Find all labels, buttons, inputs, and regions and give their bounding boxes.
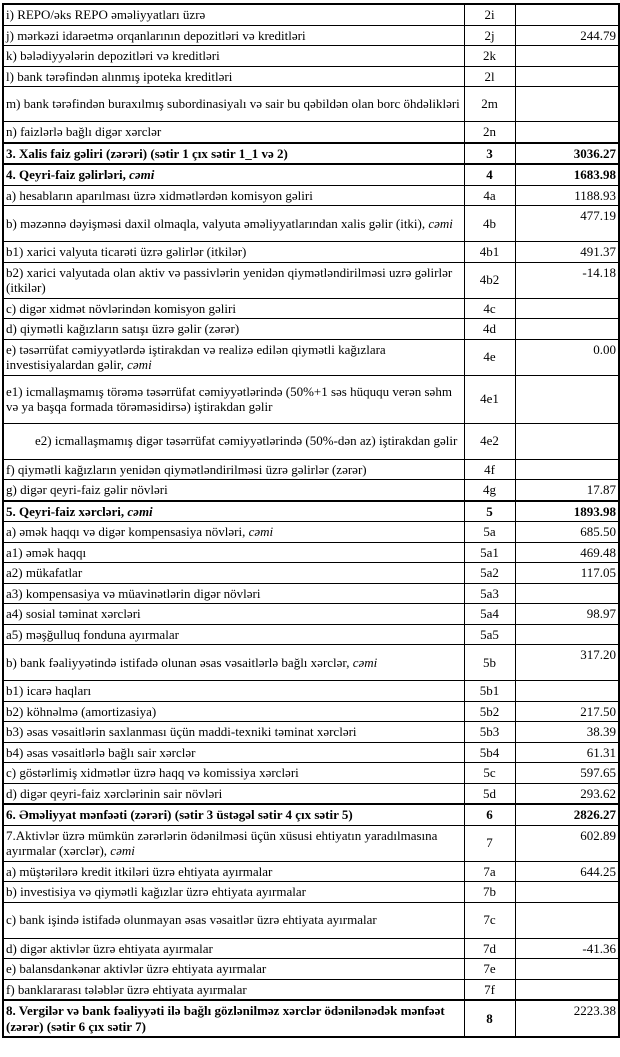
table-row-5d bbox=[3, 783, 619, 804]
row-label-text: b1) xarici valyuta ticarəti üzrə gəlirlər (itkilər) bbox=[6, 244, 247, 259]
row-label bbox=[3, 959, 464, 980]
row-value bbox=[515, 298, 619, 319]
row-code: 5b1 bbox=[464, 681, 515, 702]
row-label-text: a5) məşğulluq fonduna ayırmalar bbox=[6, 626, 179, 642]
row-label bbox=[3, 861, 464, 882]
row-code: 4e1 bbox=[464, 375, 515, 423]
row-label bbox=[3, 763, 464, 784]
row-value: -14.18 bbox=[515, 262, 619, 298]
row-value: 685.50 bbox=[515, 522, 619, 543]
table-row-3 bbox=[3, 143, 619, 165]
row-value bbox=[515, 583, 619, 604]
row-value: 1683.98 bbox=[515, 164, 619, 185]
row-code: 5 bbox=[464, 501, 515, 522]
row-label bbox=[3, 701, 464, 722]
row-value bbox=[515, 902, 619, 938]
row-label bbox=[3, 185, 464, 206]
row-code: 4e2 bbox=[464, 423, 515, 459]
row-label bbox=[3, 563, 464, 584]
row-label bbox=[3, 604, 464, 625]
row-label bbox=[3, 242, 464, 263]
row-value: -41.36 bbox=[515, 938, 619, 959]
row-label bbox=[3, 979, 464, 1000]
row-label-text: k) bələdiyyələrin depozitləri və kreditləri bbox=[6, 48, 220, 63]
table-row-4e2 bbox=[3, 423, 619, 459]
table-row-4a bbox=[3, 185, 619, 206]
table-row-2j bbox=[3, 25, 619, 46]
row-label-text: b) bank fəaliyyətində istifadə olunan əsas vəsaitlərlə bağlı xərclər, bbox=[6, 654, 353, 670]
row-label bbox=[3, 459, 464, 480]
table-row-2l bbox=[3, 66, 619, 87]
table-row-4d bbox=[3, 319, 619, 340]
row-value: 2826.27 bbox=[515, 804, 619, 825]
row-label-text: a) əmək haqqı və digər kompensasiya növləri, bbox=[6, 524, 249, 539]
row-value: 477.19 bbox=[515, 206, 619, 242]
row-code: 7 bbox=[464, 825, 515, 861]
table-row-7a bbox=[3, 861, 619, 882]
row-code: 5c bbox=[464, 763, 515, 784]
table-row-6 bbox=[3, 804, 619, 825]
row-value bbox=[515, 46, 619, 67]
row-label-italic: cəmi bbox=[129, 167, 155, 182]
table-row-5a1 bbox=[3, 542, 619, 563]
row-value bbox=[515, 979, 619, 1000]
row-value: 317.20 bbox=[515, 645, 619, 681]
row-label-text: a3) kompensasiya və müavinətlərin digər növləri bbox=[6, 585, 261, 601]
row-label bbox=[3, 542, 464, 563]
table-row-7c bbox=[3, 902, 619, 938]
financial-table bbox=[2, 3, 620, 1038]
row-label-text: a1) əmək haqqı bbox=[6, 544, 87, 560]
row-code: 5b3 bbox=[464, 722, 515, 743]
row-label bbox=[3, 143, 464, 165]
row-label-text: e2) icmallaşmamış digər təsərrüfat cəmiyyətlərində (50%-dən az) iştirakdan gəlir bbox=[35, 433, 458, 449]
row-label bbox=[3, 25, 464, 46]
row-label bbox=[3, 681, 464, 702]
row-code: 5a2 bbox=[464, 563, 515, 584]
row-label-text: c) digər xidmət növlərindən komisyon gəliri bbox=[6, 300, 236, 316]
row-code: 7c bbox=[464, 902, 515, 938]
table-row-4e1 bbox=[3, 375, 619, 423]
row-label-italic: cəmi bbox=[127, 503, 153, 519]
row-label bbox=[3, 783, 464, 804]
table-row-4c bbox=[3, 298, 619, 319]
row-label bbox=[3, 825, 464, 861]
table-row-5b2 bbox=[3, 701, 619, 722]
row-label bbox=[3, 122, 464, 143]
table-row-8 bbox=[3, 1000, 619, 1037]
row-label-text: d) digər aktivlər üzrə ehtiyata ayırmalar bbox=[6, 940, 213, 956]
row-label-text: b1) icarə haqları bbox=[6, 683, 92, 698]
row-label-text: b3) əsas vəsaitlərin saxlanması üçün maddi-texniki təminat xərcləri bbox=[6, 724, 357, 739]
table-row-7f bbox=[3, 979, 619, 1000]
row-code: 2l bbox=[464, 66, 515, 87]
table-row-5b1 bbox=[3, 681, 619, 702]
row-code: 7e bbox=[464, 959, 515, 980]
row-label bbox=[3, 164, 464, 185]
row-label bbox=[3, 938, 464, 959]
row-code: 7a bbox=[464, 861, 515, 882]
table-row-5c bbox=[3, 763, 619, 784]
row-value: 17.87 bbox=[515, 480, 619, 501]
row-value bbox=[515, 319, 619, 340]
row-label bbox=[3, 206, 464, 242]
row-label-text: e1) icmallaşmamış törəmə təsərrüfat cəmiyyətlərində (50%+1 səs hüququ verən səhm və ya başqa formada törəməsidirsə) iştirakdan gəlir bbox=[6, 383, 452, 414]
row-label bbox=[3, 501, 464, 522]
table-row-7b bbox=[3, 882, 619, 903]
row-label-text: n) faizlərlə bağlı digər xərclər bbox=[6, 124, 162, 139]
row-label-text: c) bank işində istifadə olunmayan əsas vəsaitlər üzrə ehtiyata ayırmalar bbox=[6, 912, 377, 928]
financial-table-body bbox=[3, 4, 619, 1037]
row-code: 3 bbox=[464, 143, 515, 165]
row-label-text: d) digər qeyri-faiz xərclərinin sair növləri bbox=[6, 785, 223, 801]
row-code: 4d bbox=[464, 319, 515, 340]
row-label-italic: cəmi bbox=[127, 357, 152, 372]
row-label-text: b) investisiya və qiymətli kağızlar üzrə ehtiyata ayırmalar bbox=[6, 884, 306, 899]
row-value: 98.97 bbox=[515, 604, 619, 625]
row-label bbox=[3, 46, 464, 67]
row-value: 644.25 bbox=[515, 861, 619, 882]
row-value: 244.79 bbox=[515, 25, 619, 46]
table-row-5b3 bbox=[3, 722, 619, 743]
row-value: 597.65 bbox=[515, 763, 619, 784]
row-code: 7f bbox=[464, 979, 515, 1000]
row-value: 293.62 bbox=[515, 783, 619, 804]
row-value bbox=[515, 66, 619, 87]
row-value: 38.39 bbox=[515, 722, 619, 743]
row-value: 0.00 bbox=[515, 339, 619, 375]
row-code: 4f bbox=[464, 459, 515, 480]
row-label-text: e) təsərrüfat cəmiyyətlərdə iştirakdan və realizə edilən qiymətli kağızlara investisiyalardan gəlir, bbox=[6, 341, 386, 372]
row-code: 5a3 bbox=[464, 583, 515, 604]
row-code: 4b2 bbox=[464, 262, 515, 298]
row-label bbox=[3, 1000, 464, 1037]
row-code: 6 bbox=[464, 804, 515, 825]
row-label bbox=[3, 882, 464, 903]
table-row-5a5 bbox=[3, 624, 619, 645]
row-value bbox=[515, 423, 619, 459]
row-label bbox=[3, 742, 464, 763]
row-code: 4b1 bbox=[464, 242, 515, 263]
row-value bbox=[515, 959, 619, 980]
row-label-text: c) göstərlimiş xidmətlər üzrə haqq və komissiya xərcləri bbox=[6, 765, 299, 780]
row-label-italic: cəmi bbox=[428, 215, 453, 231]
table-row-2i bbox=[3, 4, 619, 25]
row-label-text: 8. Vergilər və bank fəaliyyəti ilə bağlı gözlənilməz xərclər ödənilənədək mənfəət (zərər) (sətir 6 çıx sətir 7) bbox=[6, 1003, 445, 1034]
row-value bbox=[515, 122, 619, 143]
row-code: 5a5 bbox=[464, 624, 515, 645]
table-row-4b bbox=[3, 206, 619, 242]
row-label bbox=[3, 375, 464, 423]
table-row-5b bbox=[3, 645, 619, 681]
table-row-5a3 bbox=[3, 583, 619, 604]
table-row-5a2 bbox=[3, 563, 619, 584]
row-code: 2m bbox=[464, 87, 515, 122]
row-code: 5b2 bbox=[464, 701, 515, 722]
row-value bbox=[515, 459, 619, 480]
row-value: 61.31 bbox=[515, 742, 619, 763]
row-code: 4b bbox=[464, 206, 515, 242]
row-label-italic: cəmi bbox=[352, 654, 378, 670]
row-value: 3036.27 bbox=[515, 143, 619, 165]
row-code: 4a bbox=[464, 185, 515, 206]
row-label bbox=[3, 298, 464, 319]
table-row-2n bbox=[3, 122, 619, 143]
row-code: 5b4 bbox=[464, 742, 515, 763]
row-label bbox=[3, 804, 464, 825]
row-label-italic: cəmi bbox=[110, 843, 135, 858]
table-row-4b1 bbox=[3, 242, 619, 263]
row-code: 7d bbox=[464, 938, 515, 959]
row-label-text: 5. Qeyri-faiz xərcləri, bbox=[6, 503, 128, 519]
table-row-2k bbox=[3, 46, 619, 67]
table-row-4g bbox=[3, 480, 619, 501]
row-label-text: 6. Əməliyyat mənfəəti (zərəri) (sətir 3 üstəgəl sətir 4 çıx sətir 5) bbox=[6, 807, 353, 822]
row-value: 1893.98 bbox=[515, 501, 619, 522]
row-code: 5a bbox=[464, 522, 515, 543]
row-value bbox=[515, 681, 619, 702]
row-value: 1188.93 bbox=[515, 185, 619, 206]
row-label-text: a) hesabların aparılması üzrə xidmətlərdən komisyon gəliri bbox=[6, 187, 313, 203]
row-value: 602.89 bbox=[515, 825, 619, 861]
row-label-text: g) digər qeyri-faiz gəlir növləri bbox=[6, 482, 168, 497]
table-row-5a bbox=[3, 522, 619, 543]
row-label-text: 7.Aktivlər üzrə mümkün zərərlərin ödənilməsi üçün xüsusi ehtiyatın yaradılmasına ayırmalar (xərclər), bbox=[6, 827, 438, 858]
table-row-5a4 bbox=[3, 604, 619, 625]
row-code: 4g bbox=[464, 480, 515, 501]
row-label-text: b2) köhnəlmə (amortizasiya) bbox=[6, 703, 157, 719]
row-label bbox=[3, 522, 464, 543]
row-label-text: a4) sosial təminat xərcləri bbox=[6, 606, 141, 621]
row-label bbox=[3, 262, 464, 298]
row-label bbox=[3, 645, 464, 681]
row-value bbox=[515, 882, 619, 903]
row-code: 7b bbox=[464, 882, 515, 903]
row-label-text: b) məzənnə dəyişməsi daxil olmaqla, valyuta əməliyyatlarından xalis gəlir (itki), bbox=[6, 215, 429, 231]
row-value bbox=[515, 87, 619, 122]
row-label bbox=[3, 480, 464, 501]
row-code: 2n bbox=[464, 122, 515, 143]
row-label-text: e) balansdankənar aktivlər üzrə ehtiyata ayırmalar bbox=[6, 961, 267, 976]
row-label-text: l) bank tərəfindən alınmış ipoteka kreditləri bbox=[6, 68, 233, 84]
row-label-italic: cəmi bbox=[248, 524, 274, 539]
row-label bbox=[3, 4, 464, 25]
table-row-5 bbox=[3, 501, 619, 522]
table-row-7 bbox=[3, 825, 619, 861]
row-label-text: j) mərkəzi idarəetmə orqanlarının depozitləri və kreditləri bbox=[6, 27, 306, 43]
row-label bbox=[3, 66, 464, 87]
row-label-text: d) qiymətli kağızların satışı üzrə gəlir (zərər) bbox=[6, 321, 240, 336]
row-value bbox=[515, 4, 619, 25]
row-label-text: f) banklararası tələblər üzrə ehtiyata ayırmalar bbox=[6, 981, 247, 997]
row-code: 5d bbox=[464, 783, 515, 804]
row-label-text: a2) mükafatlar bbox=[6, 565, 83, 580]
row-value: 2223.38 bbox=[515, 1000, 619, 1037]
row-label bbox=[3, 319, 464, 340]
row-code: 4e bbox=[464, 339, 515, 375]
row-value: 217.50 bbox=[515, 701, 619, 722]
row-value: 117.05 bbox=[515, 563, 619, 584]
row-label-text: b4) əsas vəsaitlərlə bağlı sair xərclər bbox=[6, 744, 196, 760]
row-code: 8 bbox=[464, 1000, 515, 1037]
row-label-text: 4. Qeyri-faiz gəlirləri, bbox=[6, 167, 130, 182]
table-row-7d bbox=[3, 938, 619, 959]
row-label bbox=[3, 624, 464, 645]
row-label bbox=[3, 902, 464, 938]
table-row-5b4 bbox=[3, 742, 619, 763]
row-code: 2i bbox=[464, 4, 515, 25]
row-label bbox=[3, 722, 464, 743]
row-value: 491.37 bbox=[515, 242, 619, 263]
row-value bbox=[515, 624, 619, 645]
table-row-4f bbox=[3, 459, 619, 480]
row-label-text: 3. Xalis faiz gəliri (zərəri) (sətir 1 çıx sətir 1_1 və 2) bbox=[6, 145, 288, 161]
row-label-text: a) müştərilərə kredit itkiləri üzrə ehtiyata ayırmalar bbox=[6, 863, 273, 879]
table-row-4e bbox=[3, 339, 619, 375]
row-code: 5b bbox=[464, 645, 515, 681]
row-label-text: b2) xarici valyutada olan aktiv və passivlərin yenidən qiymətləndirilməsi uzrə gəlirlər (itkilər) bbox=[6, 264, 453, 295]
row-label bbox=[3, 87, 464, 122]
row-code: 5a1 bbox=[464, 542, 515, 563]
row-label-text: m) bank tərəfindən buraxılmış subordinasiyalı və sair bu qəbildən olan borc öhdəlikləri bbox=[6, 96, 460, 112]
table-row-2m bbox=[3, 87, 619, 122]
row-value bbox=[515, 375, 619, 423]
table-row-4b2 bbox=[3, 262, 619, 298]
row-label-text: f) qiymətli kağızların yenidən qiymətləndirilməsi üzrə gəlirlər (zərər) bbox=[6, 461, 367, 477]
row-code: 2k bbox=[464, 46, 515, 67]
table-row-7e bbox=[3, 959, 619, 980]
row-label bbox=[3, 423, 464, 459]
row-value: 469.48 bbox=[515, 542, 619, 563]
table-row-4 bbox=[3, 164, 619, 185]
row-code: 5a4 bbox=[464, 604, 515, 625]
row-code: 4 bbox=[464, 164, 515, 185]
row-label bbox=[3, 583, 464, 604]
row-code: 2j bbox=[464, 25, 515, 46]
row-label bbox=[3, 339, 464, 375]
row-label-text: i) REPO/əks REPO əməliyyatları üzrə bbox=[6, 7, 206, 22]
row-code: 4c bbox=[464, 298, 515, 319]
